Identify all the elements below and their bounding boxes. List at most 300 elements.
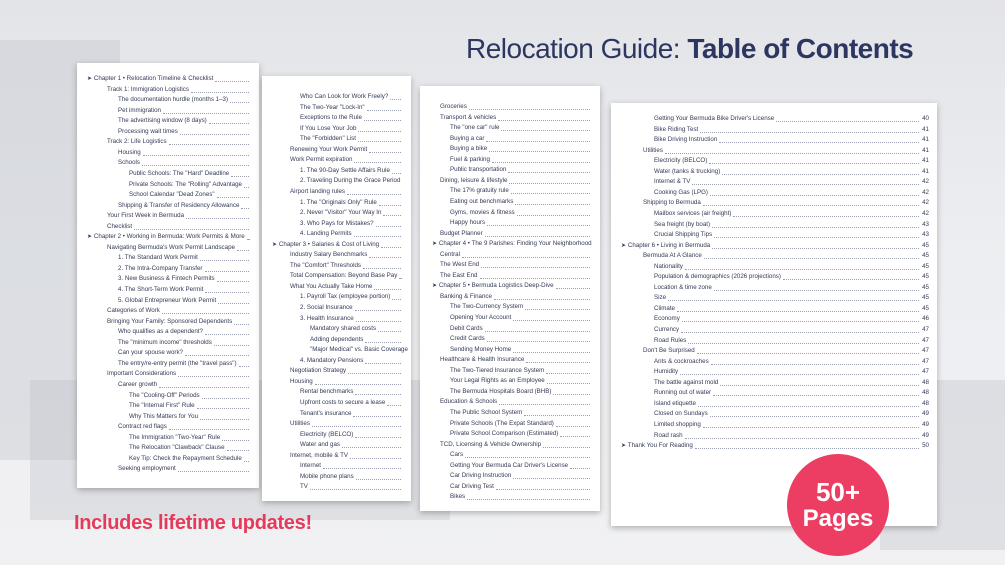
dot-leader xyxy=(682,321,919,322)
dot-leader xyxy=(513,320,590,321)
toc-entry xyxy=(118,285,251,295)
dot-leader xyxy=(719,142,919,143)
toc-entry xyxy=(118,148,251,158)
toc-entry-title: Private School Comparison (Estimated) xyxy=(450,430,559,438)
toc-entry-title: Navigating Bermuda's Work Permit Landscape xyxy=(107,243,235,251)
dot-leader xyxy=(244,187,249,188)
toc-entry xyxy=(290,451,403,461)
toc-entry-title: Housing xyxy=(290,377,313,385)
toc-entry xyxy=(300,356,403,366)
dot-leader xyxy=(356,321,401,322)
toc-entry-title: Bringing Your Family: Sponsored Dependents xyxy=(107,317,233,325)
toc-entry xyxy=(440,292,592,302)
toc-entry-title: Road rash xyxy=(654,431,683,439)
toc-entry-page-number: 42 xyxy=(922,199,929,207)
toc-entry xyxy=(300,430,403,440)
toc-entry-title: 1. The "Originals Only" Rule xyxy=(300,198,377,206)
toc-entry-title: Water and gas xyxy=(300,441,341,449)
dot-leader xyxy=(467,499,590,500)
toc-entry xyxy=(300,166,403,176)
dot-leader xyxy=(525,309,590,310)
dot-leader xyxy=(163,113,249,114)
toc-entry-title: Private Schools: The "Rolling" Advantage xyxy=(129,180,242,188)
toc-entry-title: Nationality xyxy=(654,262,683,270)
toc-entry-title: Categories of Work xyxy=(107,307,160,315)
dot-leader xyxy=(205,271,250,272)
badge-line-2: Pages xyxy=(802,505,874,532)
dot-leader xyxy=(218,303,249,304)
dot-leader xyxy=(363,268,401,269)
toc-entry xyxy=(290,250,403,260)
dot-leader xyxy=(247,239,249,240)
toc-entry-title: 4. The Short-Term Work Permit xyxy=(118,286,204,293)
toc-entry xyxy=(300,134,403,144)
toc-entry-page-number: 41 xyxy=(922,125,929,133)
dot-leader xyxy=(353,416,401,417)
toc-entry xyxy=(129,180,251,190)
toc-entry xyxy=(654,304,929,314)
dot-leader xyxy=(347,194,401,195)
dot-leader xyxy=(217,197,249,198)
toc-entry xyxy=(300,103,403,113)
toc-entry-title: 1. The Standard Work Permit xyxy=(118,254,198,262)
dot-leader xyxy=(570,468,590,469)
dot-leader xyxy=(515,204,590,205)
dot-leader xyxy=(323,468,401,469)
dot-leader xyxy=(376,226,401,227)
dot-leader xyxy=(354,162,401,163)
dot-leader xyxy=(710,416,919,417)
toc-entry xyxy=(118,95,251,105)
dot-leader xyxy=(487,341,590,342)
toc-page-1 xyxy=(77,63,259,488)
toc-entry xyxy=(118,201,251,211)
toc-entry-title: The "one car" rule xyxy=(450,124,500,132)
dot-leader xyxy=(378,331,401,332)
toc-entry-title: Schools xyxy=(118,159,141,167)
toc-entry xyxy=(118,253,251,263)
dot-leader xyxy=(222,440,249,441)
dot-leader xyxy=(191,92,249,93)
toc-entry xyxy=(107,222,251,232)
toc-entry xyxy=(440,176,592,186)
toc-entry-page-number: 48 xyxy=(922,399,929,407)
toc-entry-title: Humidity xyxy=(654,368,679,376)
toc-entry xyxy=(107,243,251,253)
toc-entry-title: Public transportation xyxy=(450,166,507,174)
dot-leader xyxy=(315,384,401,385)
dot-leader xyxy=(214,345,249,346)
toc-entry-title: Economy xyxy=(654,315,680,323)
dot-leader xyxy=(143,155,249,156)
dot-leader xyxy=(712,248,919,249)
toc-entry xyxy=(300,398,403,408)
toc-entry xyxy=(129,169,251,179)
toc-entry xyxy=(290,366,403,376)
dot-leader xyxy=(180,134,249,135)
toc-entry-title: Seeking employment xyxy=(118,465,176,473)
toc-entry xyxy=(118,106,251,116)
toc-entry xyxy=(129,401,251,411)
toc-entry xyxy=(129,412,251,422)
toc-entry-title: Sea freight (by boat) xyxy=(654,220,711,228)
dot-leader xyxy=(498,120,590,121)
toc-entry-title: Your Legal Rights as an Employee xyxy=(450,377,545,385)
toc-entry-page-number: 45 xyxy=(922,252,929,260)
toc-entry-title: Limited shopping xyxy=(654,420,701,428)
toc-entry-title: Work Permit expiration xyxy=(290,156,353,164)
toc-entry xyxy=(654,399,929,409)
toc-entry-title: 3. Who Pays for Mistakes? xyxy=(300,219,374,227)
toc-entry-title: 4. Mandatory Pensions xyxy=(300,356,364,364)
dot-leader xyxy=(185,355,249,356)
dot-leader xyxy=(350,458,401,459)
toc-entry-title: Education & Schools xyxy=(440,398,498,406)
toc-entry-page-number: 42 xyxy=(922,178,929,186)
dot-leader xyxy=(365,342,401,343)
toc-entry-title: Who qualifies as a dependent? xyxy=(118,328,203,336)
toc-entry-title: Debit Cards xyxy=(450,324,483,332)
dot-leader xyxy=(369,152,401,153)
toc-entry-title: The entry/re-entry permit (the "travel pass") xyxy=(118,359,237,367)
toc-entry-title: Cooking Gas (LPG) xyxy=(654,188,708,196)
toc-entry xyxy=(643,251,929,261)
toc-entry xyxy=(310,335,403,345)
dot-leader xyxy=(501,130,590,131)
toc-entry-title: Public Schools: The "Hard" Deadline xyxy=(129,169,230,177)
page-count-badge xyxy=(787,454,889,556)
toc-entry-title: Checklist xyxy=(107,222,133,230)
toc-entry xyxy=(450,450,592,460)
toc-entry-title: Sending Money Home xyxy=(450,345,512,353)
toc-entry-title: Processing wait times xyxy=(118,127,178,135)
toc-entry-title: Can your spouse work? xyxy=(118,349,184,357)
toc-entry-title: 3. Health Insurance xyxy=(300,314,354,322)
toc-entry xyxy=(654,230,929,240)
toc-entry xyxy=(450,144,592,154)
toc-entry-title: 2. The Intra-Company Transfer xyxy=(118,264,203,272)
dot-leader xyxy=(677,311,919,312)
dot-leader xyxy=(348,373,401,374)
dot-leader xyxy=(704,258,919,259)
dot-leader xyxy=(556,426,590,427)
toc-entry-title: Tenant's insurance xyxy=(300,409,352,417)
toc-entry-title: Size xyxy=(654,294,667,302)
toc-entry-title: Utilities xyxy=(643,146,663,154)
toc-entry xyxy=(272,240,403,250)
toc-entry xyxy=(654,156,929,166)
toc-entry-page-number: 48 xyxy=(922,389,929,397)
dot-leader xyxy=(312,426,401,427)
toc-entry-title: 2. Social Insurance xyxy=(300,304,353,311)
toc-entry-page-number: 41 xyxy=(922,136,929,144)
toc-entry xyxy=(450,461,592,471)
toc-entry-page-number: 43 xyxy=(922,231,929,239)
toc-entry-title: "Major Medical" vs. Basic Coverage xyxy=(310,346,408,354)
toc-entry-title: Currency xyxy=(654,326,680,333)
toc-entry xyxy=(450,429,592,439)
toc-entry-page-number: 49 xyxy=(922,420,929,428)
toc-entry-title: 4. Landing Permits xyxy=(300,230,352,238)
toc-entry xyxy=(300,198,403,208)
toc-entry-page-number: 47 xyxy=(922,347,929,355)
toc-entry xyxy=(300,461,403,471)
toc-entry xyxy=(290,155,403,165)
toc-entry-page-number: 47 xyxy=(922,326,929,333)
dot-leader xyxy=(688,343,919,344)
toc-entry-title: Dining, leisure & lifestyle xyxy=(440,176,508,184)
dot-leader xyxy=(399,278,401,279)
dot-leader xyxy=(714,290,919,291)
dot-leader xyxy=(665,153,919,154)
dot-leader xyxy=(553,394,590,395)
toc-entry-title: Location & time zone xyxy=(654,283,712,291)
dot-leader xyxy=(178,471,249,472)
toc-entry-title: Upfront costs to secure a lease xyxy=(300,398,386,406)
toc-entry-title: Mandatory shared costs xyxy=(310,325,377,333)
dot-leader xyxy=(485,331,590,332)
toc-entry-title: Central xyxy=(440,250,460,258)
toc-entry xyxy=(440,229,592,239)
toc-entry xyxy=(621,241,929,251)
toc-entry xyxy=(450,324,592,334)
toc-entry-title: School Calendar "Dead Zones" xyxy=(129,191,215,199)
toc-entry-page-number: 48 xyxy=(922,378,929,386)
toc-entry xyxy=(654,314,929,324)
toc-entry-page-number: 42 xyxy=(922,209,929,217)
toc-entry xyxy=(118,359,251,369)
dot-leader xyxy=(720,385,919,386)
dot-leader xyxy=(392,173,401,174)
lifetime-updates-note: Includes lifetime updates! xyxy=(74,512,312,534)
dot-leader xyxy=(134,229,249,230)
toc-entry xyxy=(300,314,403,324)
toc-entry xyxy=(450,155,592,165)
toc-entry-title: Water (tanks & trucking) xyxy=(654,167,721,175)
toc-entry xyxy=(654,293,929,303)
dot-leader xyxy=(354,236,401,237)
toc-entry xyxy=(654,135,929,145)
toc-entry-title: ➤ Chapter 5 • Bermuda Logistics Deep-Dive xyxy=(432,282,554,290)
toc-entry-title: The Relocation "Clawback" Clause xyxy=(129,444,225,452)
dot-leader xyxy=(703,205,919,206)
toc-entry xyxy=(450,186,592,196)
toc-entry-title: Shipping & Transfer of Residency Allowance xyxy=(118,201,240,209)
toc-entry xyxy=(450,419,592,429)
dot-leader xyxy=(546,373,590,374)
dot-leader xyxy=(481,267,590,268)
toc-entry xyxy=(440,102,592,112)
toc-entry xyxy=(300,219,403,229)
toc-page-2 xyxy=(262,76,411,501)
toc-entry xyxy=(432,239,592,249)
dot-leader xyxy=(462,257,590,258)
dot-leader xyxy=(685,438,919,439)
dot-leader xyxy=(695,448,919,449)
dot-leader xyxy=(486,141,590,142)
toc-entry-title: TV xyxy=(300,483,308,491)
toc-entry xyxy=(654,262,929,272)
toc-entry-title: Transport & vehicles xyxy=(440,113,497,121)
dot-leader xyxy=(205,334,249,335)
toc-entry-page-number: 45 xyxy=(922,241,929,249)
dot-leader xyxy=(722,174,919,175)
toc-entry xyxy=(440,355,592,365)
toc-entry-title: Don't Be Surprised xyxy=(643,347,695,355)
toc-entry xyxy=(643,146,929,156)
toc-entry xyxy=(290,377,403,387)
toc-entry-page-number: 45 xyxy=(922,262,929,270)
toc-entry-page-number: 41 xyxy=(922,167,929,175)
toc-entry-title: Airport landing rules xyxy=(290,187,346,195)
toc-entry xyxy=(118,274,251,284)
toc-entry-title: The Two-Currency System xyxy=(450,303,524,311)
toc-entry xyxy=(118,338,251,348)
toc-entry xyxy=(290,145,403,155)
toc-entry-title: Electricity (BELCO) xyxy=(654,157,708,165)
dot-leader xyxy=(169,429,249,430)
dot-leader xyxy=(169,144,249,145)
toc-entry xyxy=(450,345,592,355)
toc-entry xyxy=(654,367,929,377)
toc-entry-title: Exceptions to the Rule xyxy=(300,114,362,122)
dot-leader xyxy=(197,408,249,409)
toc-entry-page-number: 45 xyxy=(922,294,929,302)
dot-leader xyxy=(714,237,919,238)
dot-leader xyxy=(374,289,401,290)
toc-entry xyxy=(300,92,403,102)
dot-leader xyxy=(215,81,249,82)
toc-entry xyxy=(450,408,592,418)
toc-entry-title: Getting Your Bermuda Bike Driver's License xyxy=(654,115,775,122)
toc-entry-title: Banking & Finance xyxy=(440,292,492,300)
dot-leader xyxy=(492,162,590,163)
toc-entry xyxy=(290,282,403,292)
dot-leader xyxy=(710,195,919,196)
dot-leader xyxy=(547,383,590,384)
toc-entry xyxy=(450,197,592,207)
toc-entry xyxy=(290,419,403,429)
toc-entry-title: Running out of water xyxy=(654,389,712,397)
toc-entry-page-number: 47 xyxy=(922,357,929,365)
toc-entry xyxy=(654,114,929,124)
toc-entry-title: The Immigration "Two-Year" Rule xyxy=(129,433,221,441)
toc-entry-title: Fuel & parking xyxy=(450,155,490,163)
toc-entry-title: Track 2: Life Logistics xyxy=(107,138,167,146)
toc-entry-title: Why This Matters for You xyxy=(129,412,199,420)
toc-entry xyxy=(450,366,592,376)
badge-line-1: 50+ xyxy=(815,477,861,507)
toc-entry-title: Population & demographics (2026 projections) xyxy=(654,273,781,281)
dot-leader xyxy=(355,394,401,395)
toc-entry-title: Contract red flags xyxy=(118,423,167,431)
toc-entry xyxy=(654,409,929,419)
dot-leader xyxy=(733,216,919,217)
toc-entry xyxy=(654,431,929,441)
toc-entry-title: 1. The 90-Day Settle Affairs Rule xyxy=(300,166,390,174)
toc-page-4 xyxy=(611,103,937,526)
toc-entry xyxy=(654,209,929,219)
toc-entry-title: Credit Cards xyxy=(450,335,485,343)
toc-entry-title: Road Rules xyxy=(654,336,687,344)
dot-leader xyxy=(383,215,401,216)
toc-entry-title: The Bermuda Hospitals Board (BHB) xyxy=(450,387,552,395)
toc-entry-title: The "minimum income" thresholds xyxy=(118,338,212,346)
dot-leader xyxy=(485,236,590,237)
dot-leader xyxy=(200,260,249,261)
toc-entry-title: The East End xyxy=(440,271,478,279)
toc-entry xyxy=(107,306,251,316)
toc-entry-title: Internet & TV xyxy=(654,178,691,186)
toc-entry xyxy=(118,422,251,432)
toc-entry xyxy=(450,334,592,344)
toc-entry xyxy=(450,208,592,218)
dot-leader xyxy=(209,123,249,124)
dot-leader xyxy=(241,208,249,209)
toc-entry-title: Adding dependents xyxy=(310,335,364,343)
toc-entry-page-number: 45 xyxy=(922,304,929,312)
toc-entry-title: ➤ Chapter 6 • Living in Bermuda xyxy=(621,241,711,249)
dot-leader xyxy=(499,404,590,405)
dot-leader xyxy=(465,457,590,458)
toc-entry xyxy=(450,492,592,502)
dot-leader xyxy=(379,205,401,206)
toc-entry-title: ➤ Chapter 2 • Working in Bermuda: Work Permits & More xyxy=(87,233,245,241)
toc-entry-title: The Two-Year "Lock-In" xyxy=(300,103,365,111)
toc-entry xyxy=(118,464,251,474)
toc-entry-title: Utilities xyxy=(290,420,310,428)
toc-entry xyxy=(300,482,403,492)
toc-entry xyxy=(450,387,592,397)
toc-entry-title: ➤ Thank You For Reading xyxy=(621,442,693,450)
toc-entry-title: ➤ Chapter 1 • Relocation Timeline & Checklist xyxy=(87,75,214,82)
dot-leader xyxy=(692,184,919,185)
dot-leader xyxy=(356,479,401,480)
toc-entry xyxy=(450,123,592,133)
toc-entry-title: What You Actually Take Home xyxy=(290,282,373,290)
toc-entry-page-number: 47 xyxy=(922,368,929,376)
dot-leader xyxy=(543,447,590,448)
toc-entry-title: Career growth xyxy=(118,380,158,388)
toc-entry-title: Climate xyxy=(654,304,675,312)
toc-entry-title: Rental benchmarks xyxy=(300,388,354,396)
toc-entry xyxy=(290,271,403,281)
toc-entry-title: Renewing Your Work Permit xyxy=(290,145,368,153)
dot-leader xyxy=(513,478,590,479)
dot-leader xyxy=(381,247,401,248)
toc-entry xyxy=(107,137,251,147)
toc-entry-title: Closed on Sundays xyxy=(654,410,708,418)
toc-entry-title: Eating out benchmarks xyxy=(450,197,514,205)
toc-entry-title: Car Driving Instruction xyxy=(450,472,512,480)
toc-entry xyxy=(87,232,251,242)
toc-entry-title: Crucial Shipping Tips xyxy=(654,231,713,239)
toc-entry-page-number: 50 xyxy=(922,442,929,450)
dot-leader xyxy=(231,176,249,177)
toc-entry xyxy=(107,85,251,95)
toc-entry-title: Opening Your Account xyxy=(450,314,512,321)
toc-entry xyxy=(654,357,929,367)
dot-leader xyxy=(713,395,919,396)
toc-entry xyxy=(118,116,251,126)
dot-leader xyxy=(178,376,249,377)
toc-entry-title: Budget Planner xyxy=(440,229,483,237)
toc-entry-title: Car Driving Test xyxy=(450,482,494,490)
toc-entry-page-number: 41 xyxy=(922,146,929,154)
toc-entry xyxy=(129,454,251,464)
toc-entry-title: 5. Global Entrepreneur Work Permit xyxy=(118,296,217,304)
dot-leader xyxy=(681,332,919,333)
